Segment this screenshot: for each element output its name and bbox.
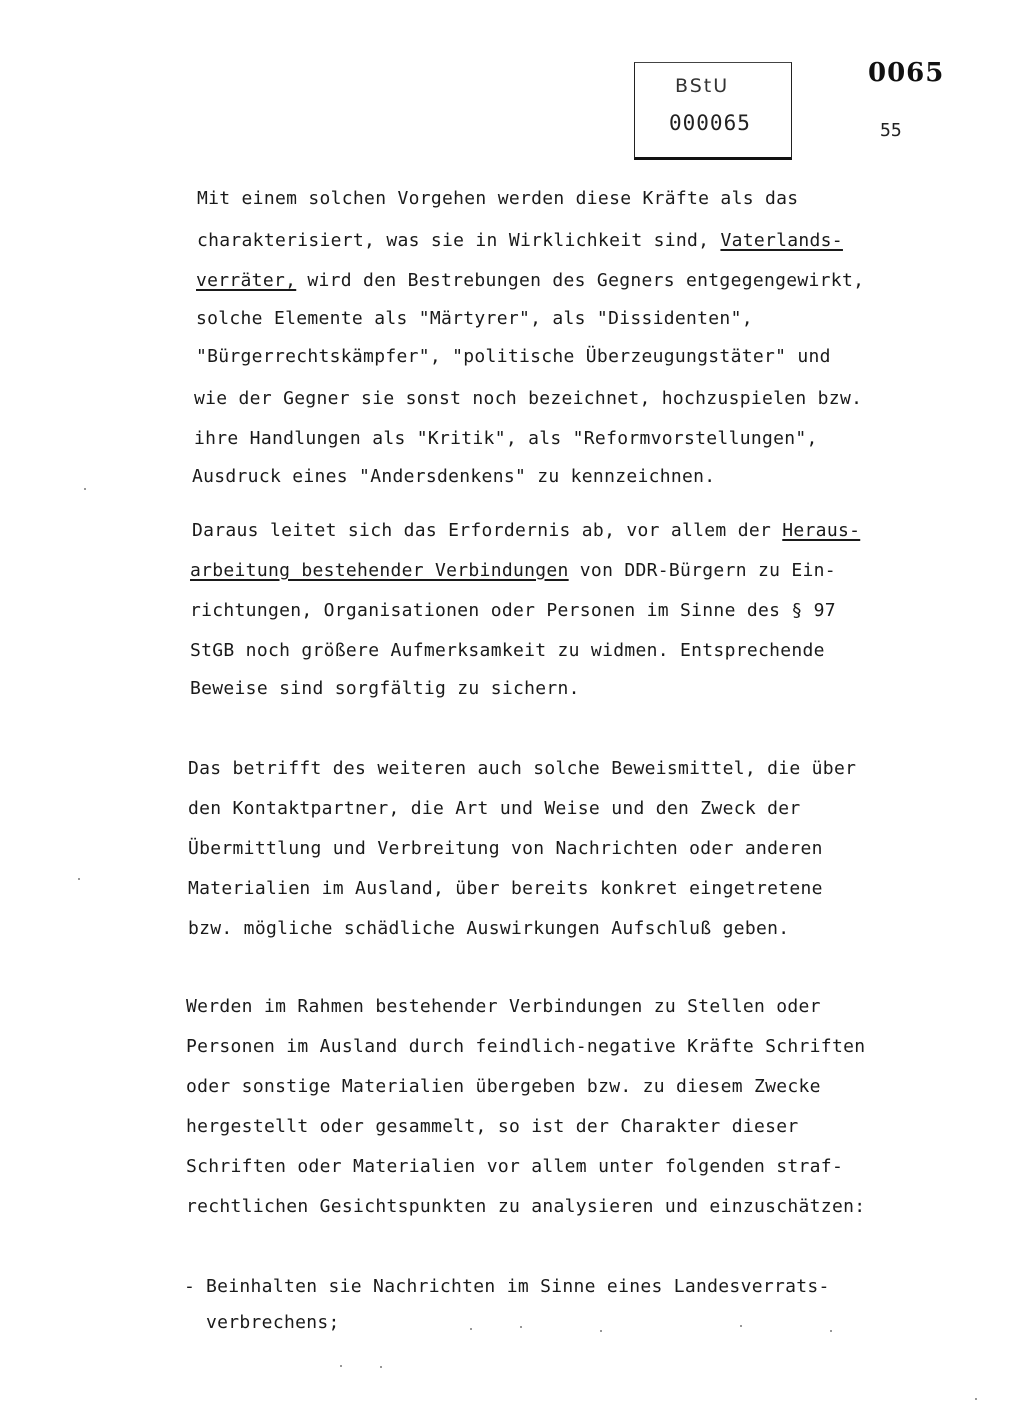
page-number: 55: [880, 120, 902, 141]
underlined-text: verräter,: [196, 270, 297, 291]
stamp-agency: BStU: [675, 75, 730, 97]
text-line: Mit einem solchen Vorgehen werden diese Kräfte als das: [197, 188, 799, 209]
text-line: StGB noch größere Aufmerksamkeit zu widmen. Entsprechende: [190, 640, 825, 661]
text-line: wie der Gegner sie sonst noch bezeichnet, hochzuspielen bzw.: [194, 388, 863, 409]
text-line: Personen im Ausland durch feindlich-negative Kräfte Schriften: [186, 1036, 866, 1057]
scan-speck: [600, 1330, 602, 1332]
text-line: bzw. mögliche schädliche Auswirkungen Aufschluß geben.: [188, 918, 790, 939]
text-line: Ausdruck eines "Andersdenkens" zu kennzeichnen.: [192, 466, 716, 487]
text-line: Materialien im Ausland, über bereits konkret eingetretene: [188, 878, 823, 899]
text-line: richtungen, Organisationen oder Personen im Sinne des § 97: [190, 600, 836, 621]
underlined-text: arbeitung bestehender Verbindungen: [190, 560, 569, 581]
list-bullet: -: [184, 1276, 196, 1297]
scan-speck: [740, 1325, 742, 1327]
text-line: ihre Handlungen als "Kritik", als "Reformvorstellungen",: [194, 428, 818, 449]
archive-stamp: [634, 62, 792, 160]
text-line: [197, 230, 843, 252]
text-line: rechtlichen Gesichtspunkten zu analysieren und einzuschätzen:: [186, 1196, 866, 1217]
underlined-text: Vaterlands-: [720, 230, 843, 251]
text-line: [192, 520, 860, 542]
scan-speck: [340, 1365, 342, 1367]
text-line: [196, 270, 864, 292]
text-line: den Kontaktpartner, die Art und Weise und den Zweck der: [188, 798, 801, 819]
text-line: solche Elemente als "Märtyrer", als "Dissidenten",: [196, 308, 753, 329]
text-span: Daraus leitet sich das Erfordernis ab, vor allem der: [192, 520, 783, 541]
text-line: Das betrifft des weiteren auch solche Beweismittel, die über: [188, 758, 857, 779]
scan-speck: [84, 488, 86, 490]
scan-speck: [380, 1366, 382, 1368]
text-span: von DDR-Bürgern zu Ein-: [568, 560, 836, 581]
scan-speck: [975, 1398, 977, 1400]
underlined-text: Heraus-: [782, 520, 861, 541]
text-line: hergestellt oder gesammelt, so ist der Charakter dieser: [186, 1116, 799, 1137]
scan-speck: [520, 1326, 522, 1328]
archive-number: 0065: [868, 58, 945, 88]
text-span: wird den Bestrebungen des Gegners entgegengewirkt,: [296, 270, 865, 291]
scan-speck: [78, 878, 80, 880]
text-line: "Bürgerrechtskämpfer", "politische Überzeugungstäter" und: [196, 346, 831, 367]
scan-speck: [830, 1330, 832, 1332]
text-line: Beweise sind sorgfältig zu sichern.: [190, 678, 580, 699]
text-line: Übermittlung und Verbreitung von Nachrichten oder anderen: [188, 838, 823, 859]
stamp-number: 000065: [669, 111, 751, 135]
text-line: Werden im Rahmen bestehender Verbindungen zu Stellen oder: [186, 996, 821, 1017]
list-item-line: verbrechens;: [206, 1312, 340, 1333]
text-line: Schriften oder Materialien vor allem unter folgenden straf-: [186, 1156, 844, 1177]
list-item-line: Beinhalten sie Nachrichten im Sinne eines Landesverrats-: [206, 1276, 830, 1297]
text-line: [190, 560, 836, 582]
text-line: oder sonstige Materialien übergeben bzw. zu diesem Zwecke: [186, 1076, 821, 1097]
text-span: charakterisiert, was sie in Wirklichkeit sind,: [197, 230, 721, 251]
scan-speck: [470, 1328, 472, 1330]
